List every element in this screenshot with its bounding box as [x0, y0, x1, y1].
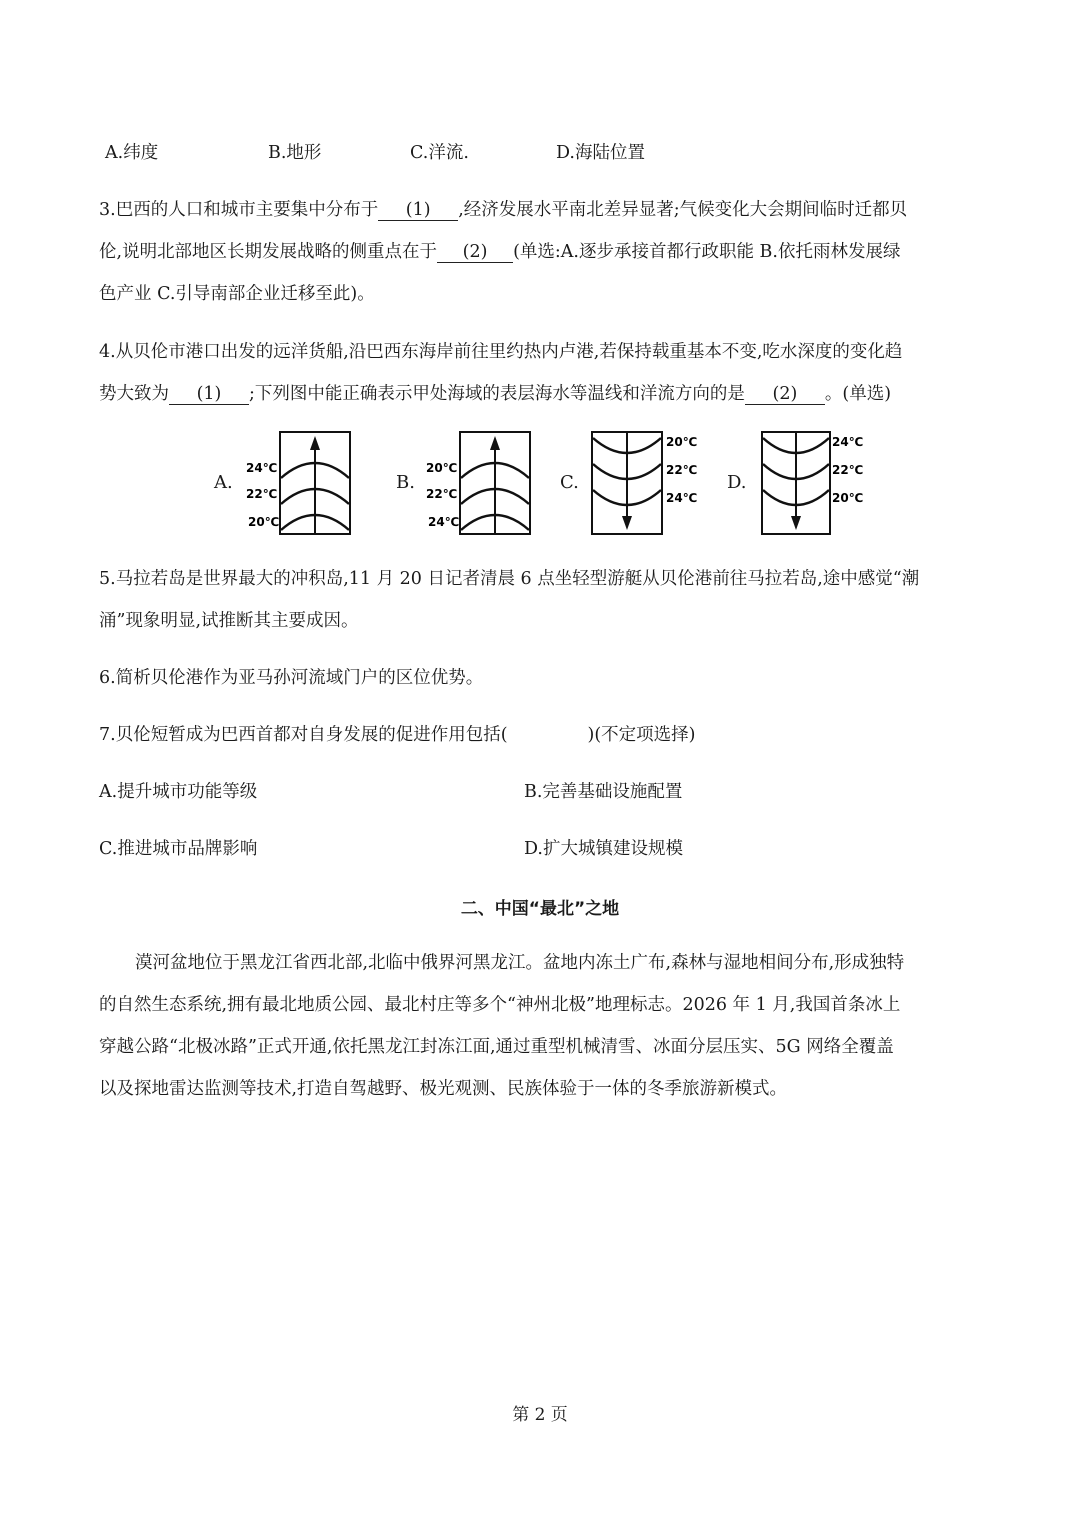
q4-text: ;下列图中能正确表示甲处海域的表层海水等温线和洋流方向的是: [249, 384, 745, 404]
q7-option-b: B.完善基础设施配置: [524, 782, 683, 802]
q4-line-1: 4.从贝伦市港口出发的远洋货船,沿巴西东海岸前往里约热内卢港,若保持载重基本不变,吃水深度的变化趋: [99, 342, 903, 362]
q2-option-c: C.洋流.: [410, 143, 469, 163]
q7-option-d: D.扩大城镇建设规模: [524, 839, 683, 859]
isotherm-figure-c: [590, 430, 710, 542]
temp-label: 24℃: [666, 491, 698, 505]
q4-line-2: [99, 382, 891, 406]
q3-text: 伦,说明北部地区长期发展战略的侧重点在于: [99, 242, 438, 262]
temp-label: 24℃: [832, 435, 864, 449]
q3-text: 3.巴西的人口和城市主要集中分布于: [99, 200, 379, 220]
q7-text: )(不定项选择): [587, 725, 696, 745]
section2-paragraph-line-2: 的自然生态系统,拥有最北地质公园、最北村庄等多个“神州北极”地理标志。2026 年 1 月,我国首条冰上: [99, 995, 901, 1015]
q3-line-1: [99, 198, 907, 222]
q4-blank-2: (2): [745, 384, 825, 405]
temp-label: 22℃: [666, 463, 698, 477]
q7-text: 7.贝伦短暂成为巴西首都对自身发展的促进作用包括(: [99, 725, 508, 745]
temp-label: 24℃: [246, 461, 278, 475]
temp-label: 24℃: [428, 515, 460, 529]
current-arrow-down-icon: [791, 516, 801, 530]
isotherm-figure-a: [244, 430, 354, 542]
section2-paragraph-line-4: 以及探地雷达监测等技术,打造自驾越野、极光观测、民族体验于一体的冬季旅游新模式。: [99, 1079, 788, 1099]
figure-b-label: B.: [396, 472, 415, 493]
section2-paragraph-line-3: 穿越公路“北极冰路”正式开通,依托黑龙江封冻江面,通过重型机械清雪、冰面分层压实、5G 网络全覆盖: [99, 1037, 894, 1057]
q4-text: 势大致为: [99, 384, 169, 404]
q6-line: 6.简析贝伦港作为亚马孙河流域门户的区位优势。: [99, 668, 484, 688]
q2-option-b: B.地形: [268, 143, 322, 163]
q7-option-c: C.推进城市品牌影响: [99, 839, 258, 859]
current-arrow-down-icon: [622, 516, 632, 530]
temp-label: 22℃: [246, 487, 278, 501]
q3-text: ,经济发展水平南北差异显著;气候变化大会期间临时迁都贝: [458, 200, 908, 220]
q3-line-3: 色产业 C.引导南部企业迁移至此)。: [99, 284, 375, 304]
temp-label: 22℃: [426, 487, 458, 501]
q2-option-a: A.纬度: [105, 143, 159, 163]
q4-blank-1: (1): [169, 384, 249, 405]
temp-label: 20℃: [248, 515, 280, 529]
current-arrow-up-icon: [490, 436, 500, 450]
q5-line-1: 5.马拉若岛是世界最大的冲积岛,11 月 20 日记者清晨 6 点坐轻型游艇从贝伦港前往马拉若岛,途中感觉“潮: [99, 569, 920, 589]
section2-paragraph-line-1: 漠河盆地位于黑龙江省西北部,北临中俄界河黑龙江。盆地内冻土广布,森林与湿地相间分布,形成独特: [135, 953, 905, 973]
isotherm-figure-b: [426, 430, 536, 542]
figure-d-label: D.: [727, 472, 747, 493]
current-arrow-up-icon: [310, 436, 320, 450]
temp-label: 20℃: [426, 461, 458, 475]
q2-option-d: D.海陆位置: [556, 143, 645, 163]
temp-label: 20℃: [666, 435, 698, 449]
figure-a-label: A.: [214, 472, 233, 493]
q7-option-a: A.提升城市功能等级: [99, 782, 258, 802]
figure-c-label: C.: [560, 472, 579, 493]
temp-label: 20℃: [832, 491, 864, 505]
q3-blank-1: (1): [378, 200, 458, 221]
temp-label: 22℃: [832, 463, 864, 477]
q3-line-2: [99, 240, 900, 264]
section-title: 二、中国“最北”之地: [460, 899, 620, 919]
isotherm-figure-d: [760, 430, 880, 542]
page-number: 第 2 页: [512, 1405, 568, 1425]
q3-blank-2: (2): [437, 242, 513, 263]
q4-text: 。(单选): [824, 384, 892, 404]
q3-text: (单选:A.逐步承接首都行政职能 B.依托雨林发展绿: [513, 242, 901, 262]
q5-line-2: 涌”现象明显,试推断其主要成因。: [99, 611, 359, 631]
q7-stem: [99, 723, 696, 747]
